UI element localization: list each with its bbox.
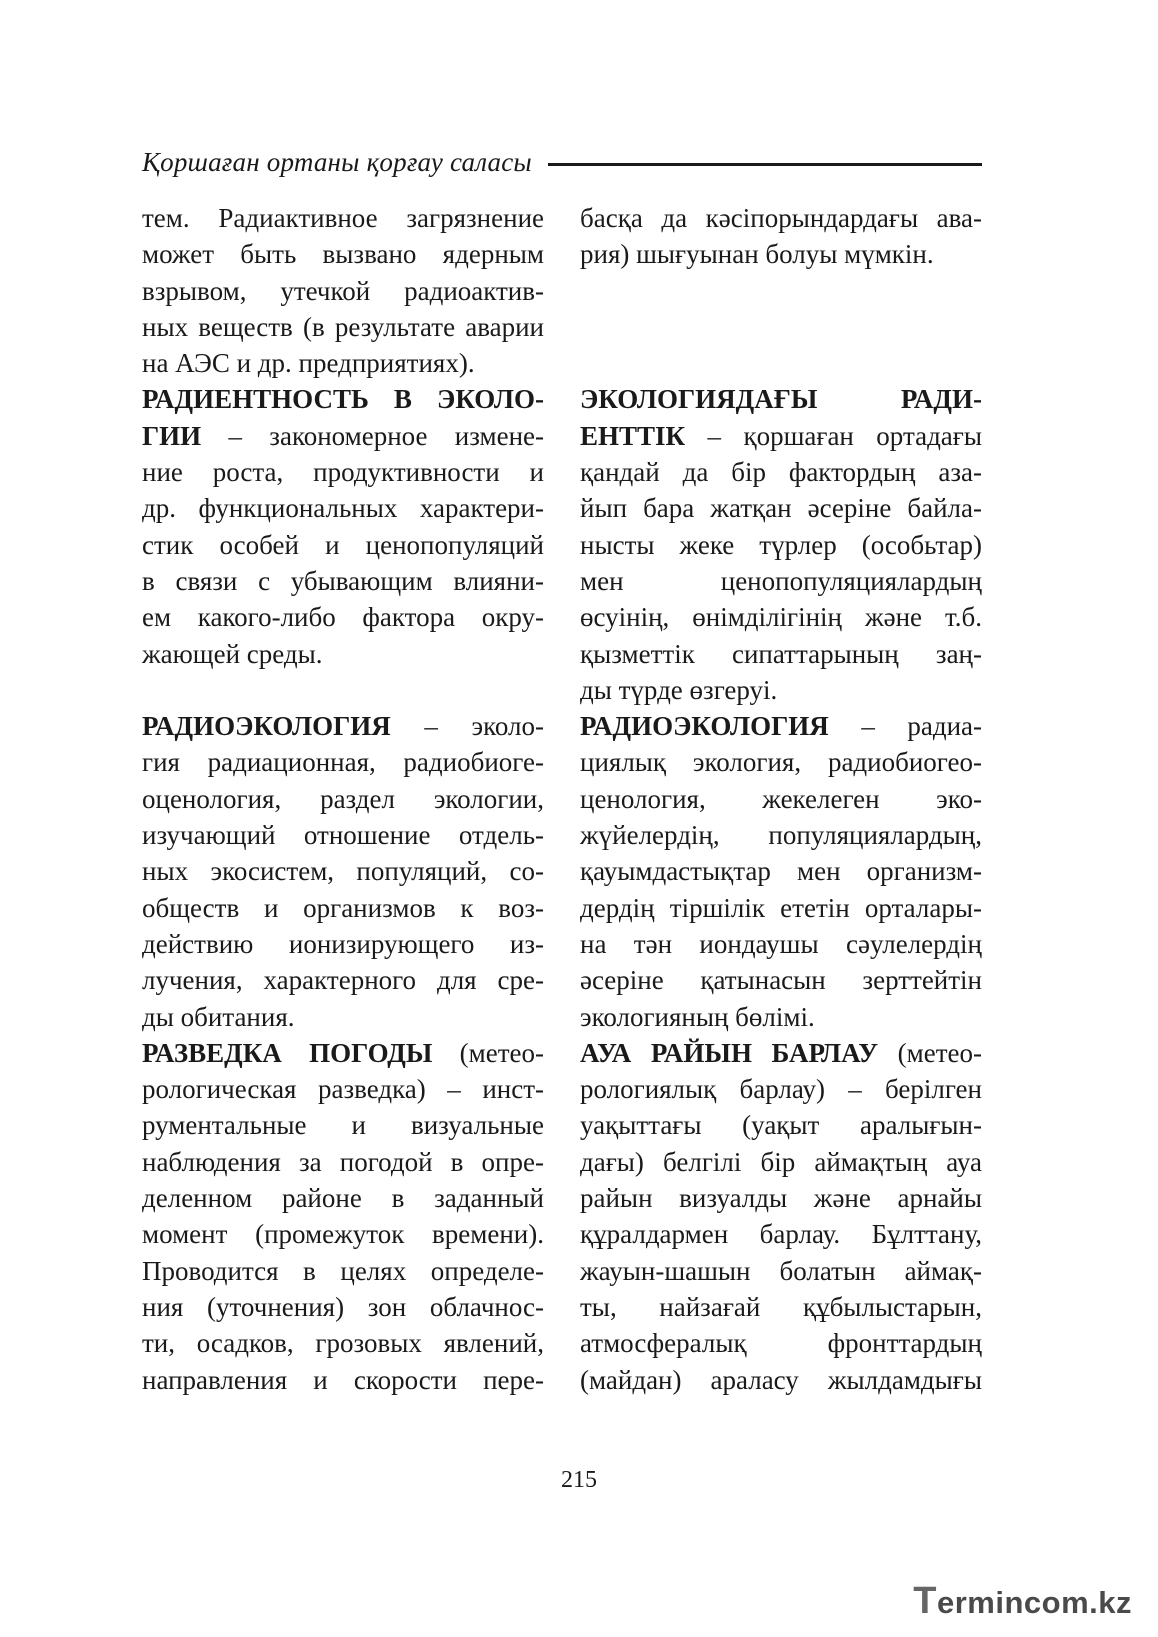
right-column xyxy=(580,200,982,1398)
running-header-title: Қоршаған ортаны қорғау саласы xyxy=(142,146,532,177)
entry-term: РАДИОЭКОЛОГИЯ xyxy=(580,711,829,742)
text-line: лучения, характерного для сре- xyxy=(142,965,544,996)
entry-aua-raiyn-barlau xyxy=(580,1035,982,1398)
text-line: басқа да кәсіпорындардағы ава- xyxy=(580,203,982,233)
text-line: өсуінің, өнімділігінің және т.б. xyxy=(580,602,982,633)
text-line: др. функциональных характери- xyxy=(142,493,544,524)
text-line xyxy=(142,381,544,417)
text-line: направления и скорости пере- xyxy=(142,1364,544,1395)
text-line: жүйелердің, популяциялардың, xyxy=(580,820,982,851)
site-watermark: Termincom.kz xyxy=(913,1580,1132,1622)
text-line: Проводится в целях определе- xyxy=(142,1255,544,1286)
text-line: момент (промежуток времени). xyxy=(142,1219,544,1250)
text-line: құралдармен барлау. Бұлттану, xyxy=(580,1219,982,1250)
text-line: атмосфералық фронттардың xyxy=(580,1328,982,1359)
text-line: ценология, жекелеген эко- xyxy=(580,783,982,814)
text-line: ния (уточнения) зон облачнос- xyxy=(142,1291,544,1322)
text-line: наблюдения за погодой в опре- xyxy=(142,1146,544,1177)
text-line: АУА РАЙЫН БАРЛАУ (метео- xyxy=(580,1037,982,1068)
entry-radientnost xyxy=(142,381,544,671)
spacer xyxy=(580,273,982,382)
header-rule xyxy=(548,163,982,166)
entry-ekologiyadagy-radienttik xyxy=(580,381,982,708)
text-line: қызметтік сипаттарының заң- xyxy=(580,638,982,669)
text-line: нысты жеке түрлер (особьтар) xyxy=(580,529,982,560)
text-line: ГИИ – закономерное измене- xyxy=(142,420,544,451)
text-line: РАДИОЭКОЛОГИЯ – эколо- xyxy=(142,711,544,742)
page-number: 215 xyxy=(561,1467,597,1493)
entry-term: РАДИОЭКОЛОГИЯ xyxy=(142,711,391,742)
text-line: рия) шығуынан болуы мүмкін. xyxy=(580,239,934,270)
entry-term: АУА РАЙЫН БАРЛАУ xyxy=(580,1037,879,1068)
text-line: ние роста, продуктивности и xyxy=(142,457,544,488)
entry-razvedka-pogody xyxy=(142,1035,544,1398)
text-line: жающей среды. xyxy=(142,638,323,669)
text-line: дағы) белгілі бір аймақтың ауа xyxy=(580,1146,982,1177)
text-line xyxy=(580,381,982,417)
running-header xyxy=(142,142,982,182)
text-line: ных веществ (в результате аварии xyxy=(142,311,544,342)
text-line: ты, найзағай құбылыстарын, xyxy=(580,1291,982,1322)
text-line: мен ценопопуляциялардың xyxy=(580,565,982,596)
text-line: әсеріне қатынасын зерттейтін xyxy=(580,965,982,996)
text-line: действию ионизирующего из- xyxy=(142,928,544,959)
entry-term: РАЗВЕДКА ПОГОДЫ xyxy=(142,1037,433,1068)
text-line: РАДИОЭКОЛОГИЯ – радиа- xyxy=(580,711,982,742)
text-line: на тән иондаушы сәулелердің xyxy=(580,928,982,959)
entry-term: ЭКОЛОГИЯДАҒЫ РАДИ- xyxy=(580,384,982,415)
entry-term: ЕНТТІК xyxy=(580,420,686,451)
text-line: экологияның бөлімі. xyxy=(580,1001,815,1032)
text-line: стик особей и ценопопуляций xyxy=(142,529,544,560)
text-line: рологиялық барлау) – берілген xyxy=(580,1074,982,1105)
text-line: оценология, раздел экологии, xyxy=(142,783,544,814)
text-line: взрывом, утечкой радиоактив- xyxy=(142,275,544,306)
text-line: қандай да бір фактордың аза- xyxy=(580,457,982,488)
entry-radioekologiya xyxy=(142,708,544,1035)
text-line: райын визуалды және арнайы xyxy=(580,1183,982,1214)
entry-radioekologiya-kz xyxy=(580,708,982,1035)
entry-term: РАДИЕНТНОСТЬ В ЭКОЛО- xyxy=(142,384,544,415)
text-line: қауымдастықтар мен организм- xyxy=(580,856,982,887)
text-line: жауын-шашын болатын аймақ- xyxy=(580,1255,982,1286)
text-line: ЕНТТІК – қоршаған ортадағы xyxy=(580,420,982,451)
text-line: обществ и организмов к воз- xyxy=(142,892,544,923)
text-line: ды түрде өзгеруі. xyxy=(580,674,778,705)
right-paragraph-continuation xyxy=(580,200,982,273)
text-line: уақыттағы (уақыт аралығын- xyxy=(580,1110,982,1141)
entry-term: ГИИ xyxy=(142,420,202,451)
text-line: ды обитания. xyxy=(142,1001,295,1032)
text-line: дердің тіршілік ететін орталары- xyxy=(580,892,982,923)
text-line: может быть вызвано ядерным xyxy=(142,239,544,270)
left-paragraph-continuation xyxy=(142,200,544,381)
text-line: гия радиационная, радиобиоге- xyxy=(142,747,544,778)
text-line: циялық экология, радиобиогео- xyxy=(580,747,982,778)
text-line: РАЗВЕДКА ПОГОДЫ (метео- xyxy=(142,1037,544,1068)
text-line: йып бара жатқан әсеріне байла- xyxy=(580,493,982,524)
text-line: рологическая разведка) – инст- xyxy=(142,1074,544,1105)
text-line: на АЭС и др. предприятиях). xyxy=(142,348,475,379)
text-line: (майдан) араласу жылдамдығы xyxy=(580,1364,982,1395)
left-column xyxy=(142,200,544,1398)
text-line: тем. Радиактивное загрязнение xyxy=(142,203,544,233)
text-line: изучающий отношение отдель- xyxy=(142,820,544,851)
spacer xyxy=(142,672,544,708)
text-line: ных экосистем, популяций, со- xyxy=(142,856,544,887)
text-line: в связи с убывающим влияни- xyxy=(142,565,544,596)
text-line: ти, осадков, грозовых явлений, xyxy=(142,1328,544,1359)
text-line: рументальные и визуальные xyxy=(142,1110,544,1141)
text-line: ем какого-либо фактора окру- xyxy=(142,602,544,633)
text-line: деленном районе в заданный xyxy=(142,1183,544,1214)
